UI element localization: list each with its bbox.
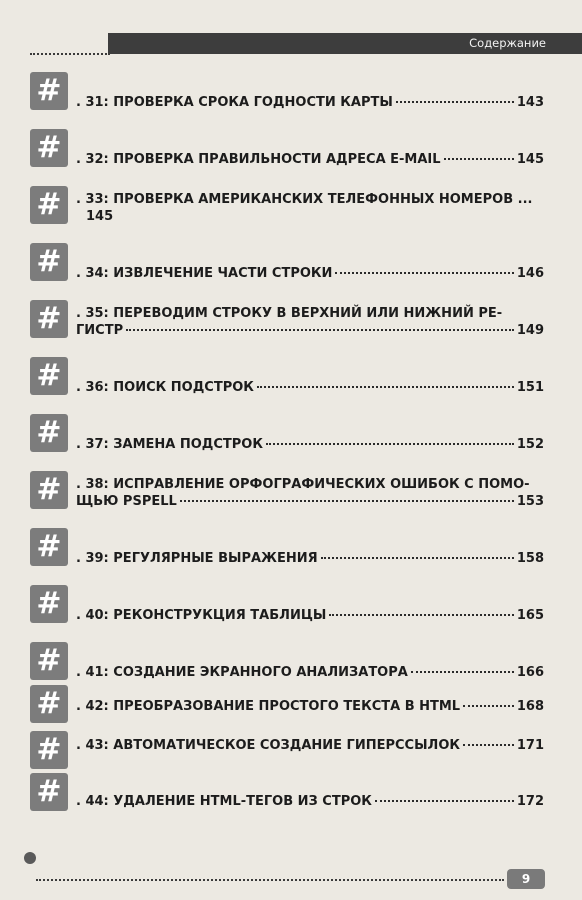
toc-line [76, 664, 544, 682]
toc-line [76, 191, 544, 209]
hash-icon: # [30, 243, 68, 281]
toc-line [76, 151, 544, 169]
toc-line [76, 265, 544, 283]
entry-page: 165 [516, 608, 544, 623]
entry-page: 158 [516, 551, 544, 566]
dot-leader [266, 443, 514, 445]
entry-page: 149 [516, 323, 544, 338]
dot-leader [463, 705, 514, 707]
hash-icon: # [30, 773, 68, 811]
page-number: 9 [507, 869, 545, 889]
dot-leader [126, 329, 514, 331]
entry-page: 168 [516, 699, 544, 714]
hash-icon: # [30, 585, 68, 623]
dot-leader [375, 800, 514, 802]
entry-page: 166 [516, 665, 544, 680]
toc-line [76, 607, 544, 625]
hash-icon: # [30, 300, 68, 338]
entry-page: 146 [516, 266, 544, 281]
dot-leader [411, 671, 514, 673]
header-dotted-rule [30, 53, 110, 55]
toc-line [76, 476, 544, 494]
dot-leader [444, 158, 514, 160]
toc-line [76, 737, 544, 755]
dot-leader [329, 614, 514, 616]
entry-page: 151 [516, 380, 544, 395]
dot-leader [335, 272, 513, 274]
entry-page: 145 [86, 209, 114, 224]
entry-page: 172 [516, 794, 544, 809]
toc-line-continued [86, 208, 544, 226]
toc-line [76, 550, 544, 568]
entry-page: 152 [516, 437, 544, 452]
entry-title: . 35: ПЕРЕВОДИМ СТРОКУ В ВЕРХНИЙ ИЛИ НИЖНИЙ РЕ- [76, 306, 503, 321]
entry-page: 143 [516, 95, 544, 110]
hash-icon: # [30, 685, 68, 723]
entry-page: 153 [516, 494, 544, 509]
entry-title-continued: ГИСТР [76, 323, 124, 338]
toc-line [76, 305, 544, 323]
entry-title: . 44: УДАЛЕНИЕ HTML-ТЕГОВ ИЗ СТРОК [76, 794, 372, 809]
entry-title: . 42: ПРЕОБРАЗОВАНИЕ ПРОСТОГО ТЕКСТА В HTML [76, 699, 461, 714]
hash-icon: # [30, 129, 68, 167]
toc-line [76, 436, 544, 454]
entry-title: . 43: АВТОМАТИЧЕСКОЕ СОЗДАНИЕ ГИПЕРССЫЛОК [76, 738, 461, 753]
entry-title: . 32: ПРОВЕРКА ПРАВИЛЬНОСТИ АДРЕСА E-MAIL [76, 152, 441, 167]
toc-line [76, 94, 544, 112]
entry-title: . 37: ЗАМЕНА ПОДСТРОК [76, 437, 263, 452]
entry-title: . 41: СОЗДАНИЕ ЭКРАННОГО АНАЛИЗАТОРА [76, 665, 408, 680]
footer-bullet-icon [24, 852, 36, 864]
entry-title: . 38: ИСПРАВЛЕНИЕ ОРФОГРАФИЧЕСКИХ ОШИБОК С ПОМО- [76, 477, 530, 492]
header-bar [108, 33, 582, 54]
dot-leader [257, 386, 514, 388]
hash-icon: # [30, 357, 68, 395]
hash-icon: # [30, 731, 68, 769]
toc-line-continued [76, 322, 544, 340]
dot-leader [321, 557, 514, 559]
entry-title: . 40: РЕКОНСТРУКЦИЯ ТАБЛИЦЫ [76, 608, 327, 623]
hash-icon: # [30, 528, 68, 566]
toc-line [76, 793, 544, 811]
section-title: Содержание [469, 36, 546, 50]
toc-line [76, 698, 544, 716]
dot-leader [396, 101, 514, 103]
entry-title: . 31: ПРОВЕРКА СРОКА ГОДНОСТИ КАРТЫ [76, 95, 393, 110]
hash-icon: # [30, 186, 68, 224]
entry-page: 145 [516, 152, 544, 167]
entry-title-continued: ЩЬЮ PSPELL [76, 494, 177, 509]
dot-leader [180, 500, 514, 502]
entry-page: 171 [516, 738, 544, 753]
toc-line-continued [76, 493, 544, 511]
entry-title: . 34: ИЗВЛЕЧЕНИЕ ЧАСТИ СТРОКИ [76, 266, 333, 281]
dot-leader [463, 744, 514, 746]
hash-icon: # [30, 471, 68, 509]
footer-dotted-rule [36, 879, 504, 881]
entry-title: . 33: ПРОВЕРКА АМЕРИКАНСКИХ ТЕЛЕФОННЫХ НОМЕРОВ ... [76, 192, 533, 207]
hash-icon: # [30, 414, 68, 452]
entry-title: . 39: РЕГУЛЯРНЫЕ ВЫРАЖЕНИЯ [76, 551, 318, 566]
hash-icon: # [30, 72, 68, 110]
toc-line [76, 379, 544, 397]
hash-icon: # [30, 642, 68, 680]
entry-title: . 36: ПОИСК ПОДСТРОК [76, 380, 254, 395]
